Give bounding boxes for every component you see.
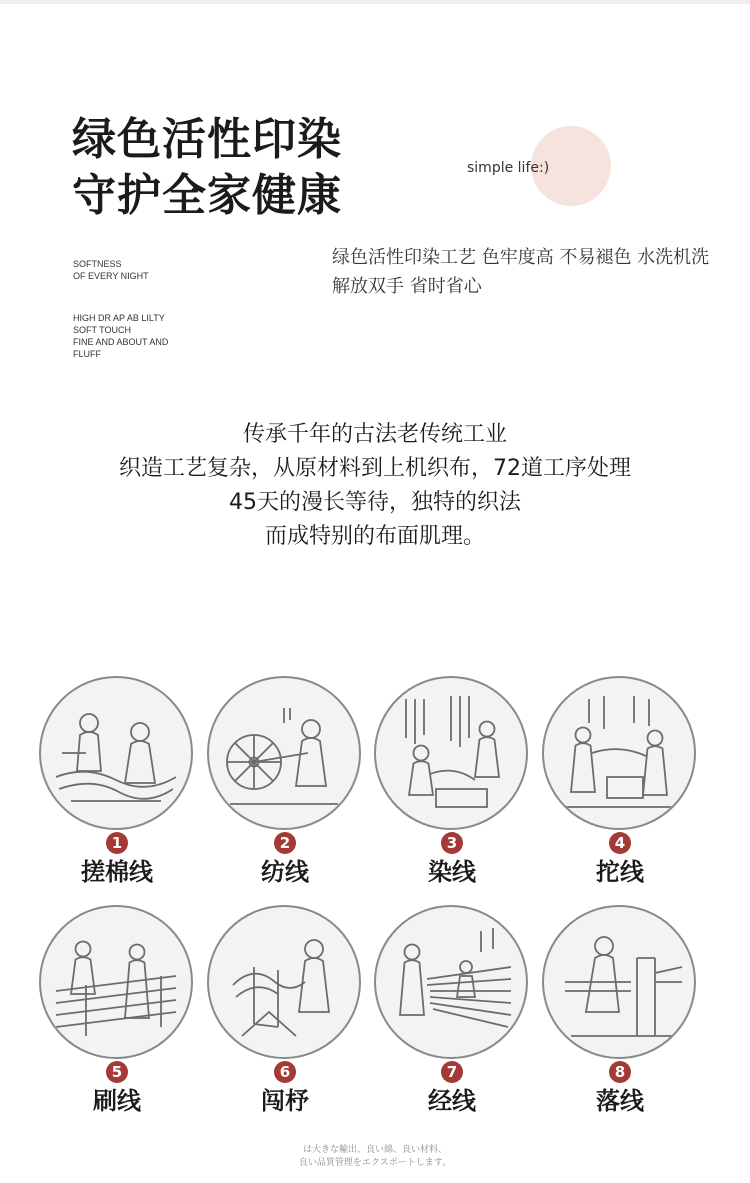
- process-item: [205, 905, 365, 1115]
- step-number-badge: 5: [106, 1061, 128, 1083]
- brushing-illustration-icon: [39, 905, 193, 1059]
- dyeing-illustration-icon: [374, 676, 528, 830]
- process-label: 刷线: [93, 1087, 141, 1115]
- intro-line: 45天的漫长等待，独特的织法: [229, 490, 521, 515]
- process-item: [540, 676, 700, 886]
- intro-line: 传承千年的古法老传统工业: [242, 422, 507, 447]
- process-item: [372, 676, 532, 886]
- intro-line: 而成特别的布面肌理。: [264, 524, 485, 549]
- process-label: 拕线: [596, 858, 644, 886]
- intro-paragraph: [0, 418, 750, 554]
- step-number-badge: 8: [609, 1061, 631, 1083]
- step-number-badge: 1: [106, 832, 128, 854]
- spinning-illustration-icon: [207, 676, 361, 830]
- english-line: FLUFF: [73, 349, 101, 359]
- process-item: [540, 905, 700, 1115]
- english-block-softness: [73, 258, 149, 282]
- page-title: [72, 112, 342, 224]
- process-item: [372, 905, 532, 1115]
- step-number-badge: 6: [274, 1061, 296, 1083]
- process-label: 纺线: [261, 858, 309, 886]
- process-item: [205, 676, 365, 886]
- warping-illustration-icon: [374, 905, 528, 1059]
- english-line: FINE AND ABOUT AND: [73, 337, 169, 347]
- step-number-badge: 3: [441, 832, 463, 854]
- reed-threading-illustration-icon: [207, 905, 361, 1059]
- loom-illustration-icon: [542, 905, 696, 1059]
- process-item: [37, 905, 197, 1115]
- process-label: 染线: [428, 858, 476, 886]
- process-label: 经线: [428, 1087, 476, 1115]
- process-label: 闯杼: [261, 1087, 309, 1115]
- footer-line: は大きな輸出、良い綿、良い材料、: [302, 1145, 447, 1155]
- rubbing-cotton-illustration-icon: [39, 676, 193, 830]
- top-divider: [0, 0, 750, 4]
- english-line: SOFTNESS: [73, 259, 122, 269]
- process-label: 搓棉线: [81, 858, 153, 886]
- description-text: 绿色活性印染工艺 色牢度高 不易褪色 水洗机洗 解放双手 省时省心: [332, 247, 710, 297]
- footer-note: [0, 1144, 750, 1170]
- english-line: HIGH DR AP AB LILTY: [73, 313, 165, 323]
- step-number-badge: 4: [609, 832, 631, 854]
- intro-line: 织造工艺复杂，从原材料到上机织布，72道工序处理: [119, 456, 631, 481]
- step-number-badge: 2: [274, 832, 296, 854]
- footer-line: 良い品質管理をエクスポートします。: [298, 1158, 452, 1168]
- tagline: simple life:): [467, 160, 550, 176]
- english-block-features: [73, 312, 168, 360]
- title-line-2: 守护全家健康: [72, 170, 342, 221]
- step-number-badge: 7: [441, 1061, 463, 1083]
- process-item: [37, 676, 197, 886]
- stretching-illustration-icon: [542, 676, 696, 830]
- title-line-1: 绿色活性印染: [72, 114, 342, 165]
- english-line: OF EVERY NIGHT: [73, 271, 149, 281]
- english-line: SOFT TOUCH: [73, 325, 132, 335]
- process-label: 落线: [596, 1087, 644, 1115]
